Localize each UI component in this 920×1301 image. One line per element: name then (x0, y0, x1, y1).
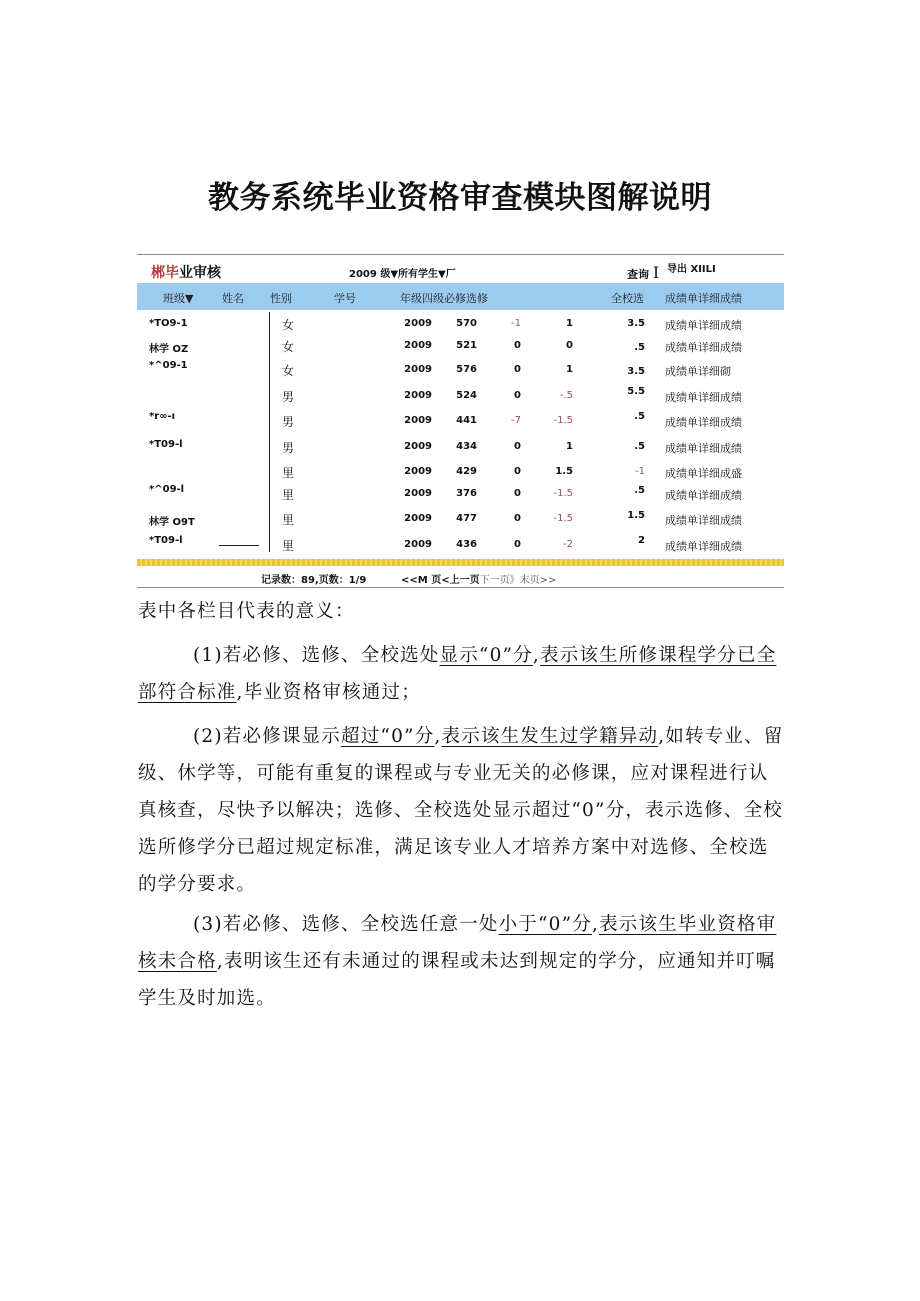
p1-underline-1: 显示“0”分 (439, 645, 533, 666)
module-title (151, 262, 221, 282)
p1-text-c: ,毕业资格审核通过； (236, 682, 421, 703)
cell-elec: -1.5 (553, 488, 573, 499)
p3-underline-2: 表示该生毕业资格审核未合格 (138, 914, 777, 972)
panel-bottom-border (137, 587, 784, 588)
p1-text-a: (1)若必修、选修、全校选处 (193, 645, 440, 666)
cell-gender: 女 (282, 340, 295, 354)
explanation-point-2 (138, 718, 786, 903)
cell-req: 0 (514, 488, 521, 499)
cell-gender: 里 (282, 539, 295, 553)
document-title: 教务系统毕业资格审查模块图解说明 (208, 180, 712, 216)
cell-year: 2009 (404, 340, 432, 351)
filter-dropdowns[interactable]: 2009 级▼所有学生▼厂 (349, 269, 456, 280)
cell-year: 2009 (404, 539, 432, 550)
cell-elec: -.5 (559, 390, 573, 401)
cell-req: 0 (514, 539, 521, 550)
pagination-prev[interactable]: <<M 页<上一页 (401, 575, 480, 586)
p2-text-b: , (434, 726, 442, 747)
cell-req: 0 (514, 340, 521, 351)
cell-gender: 女 (282, 364, 295, 378)
cell-gender: 男 (282, 441, 295, 455)
cell-detail[interactable]: 成绩单详细成绩 (665, 489, 742, 502)
cell-elec: -1.5 (553, 415, 573, 426)
cell-gender: 男 (282, 390, 295, 404)
export-button[interactable]: 导出 XIILI (667, 264, 716, 275)
cell-gender: 男 (282, 415, 295, 429)
explanation-intro: 表中各栏目代表的意义： (138, 601, 355, 622)
cell-school: 5.5 (627, 386, 645, 397)
cell-school: 2 (638, 535, 645, 546)
cell-year: 2009 (404, 364, 432, 375)
cell-elec: 0 (566, 340, 573, 351)
cell-school: 3.5 (627, 366, 645, 377)
header-class[interactable]: 班级▼ (163, 292, 194, 305)
cell-cls: 林学 O9T (149, 517, 195, 528)
header-student-id: 学号 (334, 292, 356, 305)
cell-elec: 1.5 (555, 466, 573, 477)
cell-cls: *T09-l (149, 535, 183, 546)
pagination-next[interactable]: 下一页》末页>> (479, 575, 557, 586)
header-name: 姓名 (222, 292, 244, 305)
cell-school: .5 (634, 485, 645, 496)
cell-cls: 林学 OZ (149, 344, 189, 355)
column-divider (269, 312, 270, 552)
p3-text-c: ,表明该生还有未通过的课程或未达到规定的学分，应通知并叮嘱学生及时加选。 (138, 951, 776, 1009)
cell-year: 2009 (404, 441, 432, 452)
cell-cet: 521 (456, 340, 477, 351)
cell-cet: 429 (456, 466, 477, 477)
record-count: 记录数：89,页数：1/9 (261, 575, 367, 586)
cell-cet: 436 (456, 539, 477, 550)
cell-cls: *^09-1 (149, 360, 188, 371)
cell-cet: 477 (456, 513, 477, 524)
p2-underline-2: 表示该生发生过学籍异动 (441, 726, 659, 747)
cell-req: 0 (514, 364, 521, 375)
cell-detail[interactable]: 成绩单详细成绩 (665, 540, 742, 553)
header-school-elective: 全校选 (611, 292, 644, 305)
cell-detail[interactable]: 成绩单详细成绩 (665, 416, 742, 429)
query-button[interactable] (627, 263, 659, 282)
cell-gender: 女 (282, 318, 295, 332)
cell-elec: -2 (563, 539, 573, 550)
explanation-point-3 (138, 906, 786, 1017)
p3-underline-1: 小于“0”分 (498, 914, 592, 935)
cell-gender: 里 (282, 488, 295, 502)
cell-year: 2009 (404, 488, 432, 499)
cell-elec: 1 (566, 364, 573, 375)
cell-school: .5 (634, 411, 645, 422)
p2-text-c: ,如转专业、留级、休学等，可能有重复的课程或与专业无关的必修课，应对课程进行认真核查，尽快予以解决；选修、全校选处显示超过“0”分，表示选修、全校选所修学分已超过规定标准，满足该专业人才培养方案中对选修、全校选的学分要求。 (138, 726, 784, 895)
table-header (137, 283, 784, 310)
cell-school: -1 (635, 466, 645, 477)
module-title-rest: 业审核 (179, 265, 221, 281)
p3-text-b: , (592, 914, 600, 935)
cell-cls: *T09-l (149, 439, 183, 450)
cell-cls: *TO9-1 (149, 318, 188, 329)
cell-gender: 里 (282, 513, 295, 527)
explanation-point-1 (138, 637, 786, 711)
pagination[interactable] (401, 571, 556, 586)
cell-school: 3.5 (627, 318, 645, 329)
header-details: 成绩单详细成绩 (665, 292, 742, 305)
header-grade-cet-required-elective: 年级四级必修选修 (400, 292, 488, 305)
query-label: 查询 (627, 268, 649, 281)
cell-req: -1 (511, 318, 521, 329)
cell-req: -7 (511, 415, 521, 426)
cell-cet: 441 (456, 415, 477, 426)
cell-gender: 里 (282, 466, 295, 480)
cell-cls: *r∞-ı (149, 411, 176, 422)
p2-underline-1: 超过“0”分 (341, 726, 435, 747)
cell-cet: 576 (456, 364, 477, 375)
cell-detail[interactable]: 成绩单详细成绩 (665, 442, 742, 455)
p1-text-b: , (532, 645, 540, 666)
cell-cet: 524 (456, 390, 477, 401)
cell-year: 2009 (404, 390, 432, 401)
p3-text-a: (3)若必修、选修、全校选任意一处 (193, 914, 499, 935)
cell-detail[interactable]: 成绩单详细成绩 (665, 514, 742, 527)
cell-year: 2009 (404, 513, 432, 524)
p1-underline-2: 表示该生所修课程学分已全部符合标准 (138, 645, 777, 703)
cell-school: .5 (634, 441, 645, 452)
cell-req: 0 (514, 513, 521, 524)
cell-elec: 1 (566, 318, 573, 329)
module-title-red: 郴毕 (151, 265, 179, 281)
cell-req: 0 (514, 466, 521, 477)
query-cursor-bar: I (652, 263, 660, 282)
cell-year: 2009 (404, 415, 432, 426)
footer-stripe (137, 559, 784, 566)
cell-cet: 376 (456, 488, 477, 499)
header-gender: 性别 (270, 292, 292, 305)
p2-text-a: (2)若必修课显示 (193, 726, 342, 747)
cell-year: 2009 (404, 466, 432, 477)
cell-detail[interactable]: 成绩单详细砌 (665, 365, 731, 378)
panel-top-border (137, 254, 784, 255)
cell-school: .5 (634, 342, 645, 353)
cell-year: 2009 (404, 318, 432, 329)
cell-detail[interactable]: 成绩单详细成绩 (665, 391, 742, 404)
cell-cet: 434 (456, 441, 477, 452)
cell-school: 1.5 (627, 510, 645, 521)
cell-req: 0 (514, 390, 521, 401)
cell-detail[interactable]: 成绩单详细成绩 (665, 319, 742, 332)
cell-detail[interactable]: 成绩单详细成盛 (665, 467, 742, 480)
cell-req: 0 (514, 441, 521, 452)
cell-elec: -1.5 (553, 513, 573, 524)
cell-cls: *^09-l (149, 484, 185, 495)
cell-elec: 1 (566, 441, 573, 452)
row-underline (219, 545, 259, 546)
graduation-review-screenshot (137, 254, 784, 588)
cell-detail[interactable]: 成绩单详细成绩 (665, 341, 742, 354)
cell-cet: 570 (456, 318, 477, 329)
